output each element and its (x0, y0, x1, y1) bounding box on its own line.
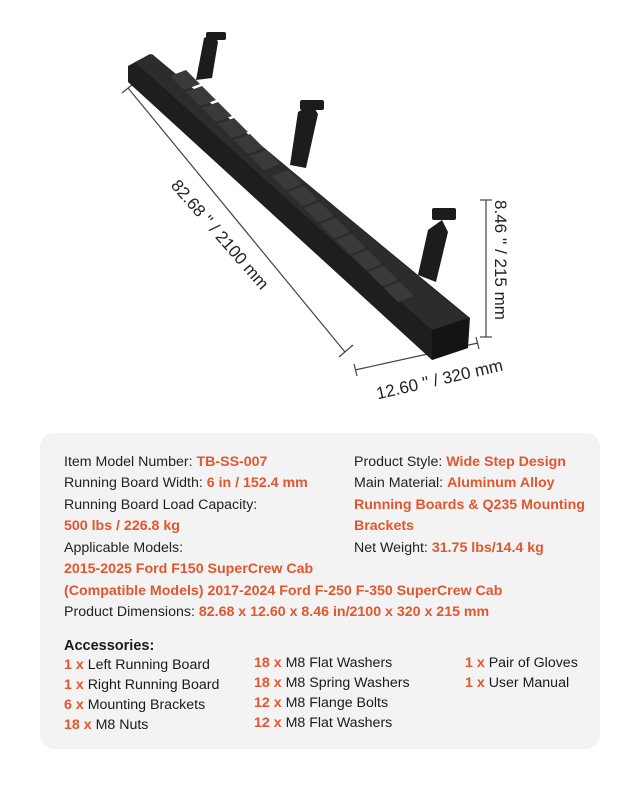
accessory-qty: 12 x (254, 715, 282, 731)
model-label: Item Model Number: (64, 454, 193, 470)
capacity-value: 500 lbs / 226.8 kg (64, 518, 180, 534)
accessories-title: Accessories: (64, 638, 155, 654)
accessory-name: M8 Flat Washers (285, 715, 393, 731)
accessory-qty: 18 x (254, 655, 282, 671)
style-label: Product Style: (354, 454, 443, 470)
accessory-item (64, 676, 219, 694)
material-label: Main Material: (354, 475, 444, 491)
accessory-name: Right Running Board (87, 677, 220, 693)
dimensions-value: 82.68 x 12.60 x 8.46 in/2100 x 320 x 215 mm (198, 604, 490, 620)
accessory-item (254, 694, 388, 712)
accessory-qty: 18 x (254, 675, 282, 691)
accessory-item (465, 674, 569, 692)
accessory-name: Left Running Board (87, 657, 210, 673)
accessory-item (64, 696, 205, 714)
models-label: Applicable Models: (64, 540, 184, 556)
width-row (64, 474, 308, 492)
model-row (64, 453, 267, 471)
accessory-item (254, 714, 392, 732)
weight-label: Net Weight: (354, 540, 428, 556)
material-row (354, 474, 555, 492)
running-board-body (128, 54, 470, 360)
models-value-line2: (Compatible Models) 2017-2024 Ford F-250 F-350 SuperCrew Cab (64, 583, 503, 599)
accessory-name: User Manual (488, 675, 570, 691)
accessory-item (64, 656, 210, 674)
accessory-qty: 18 x (64, 717, 92, 733)
model-value: TB-SS-007 (196, 454, 268, 470)
width-label: Running Board Width: (64, 475, 203, 491)
accessory-qty: 12 x (254, 695, 282, 711)
dimensions-row (64, 603, 489, 621)
accessory-qty: 1 x (465, 675, 485, 691)
style-row (354, 453, 566, 471)
accessory-name: M8 Spring Washers (285, 675, 410, 691)
accessory-name: Pair of Gloves (488, 655, 578, 671)
style-value: Wide Step Design (446, 454, 566, 470)
material-value-line2: Running Boards & Q235 Mounting (354, 497, 585, 513)
accessory-item (254, 654, 392, 672)
accessory-item (64, 716, 148, 734)
weight-row (354, 539, 544, 557)
width-dimension: 12.60 '' / 320 mm (374, 355, 505, 404)
accessory-name: Mounting Brackets (87, 697, 206, 713)
accessory-name: M8 Flange Bolts (285, 695, 389, 711)
accessory-name: M8 Flat Washers (285, 655, 393, 671)
width-value: 6 in / 152.4 mm (206, 475, 308, 491)
dimensions-label: Product Dimensions: (64, 604, 195, 620)
accessory-qty: 1 x (465, 655, 485, 671)
material-value-line3: Brackets (354, 518, 414, 534)
material-value: Aluminum Alloy (447, 475, 555, 491)
spec-card (40, 433, 600, 749)
accessory-item (465, 654, 578, 672)
capacity-label (64, 496, 257, 514)
capacity-label-text: Running Board Load Capacity: (64, 497, 258, 513)
accessory-qty: 6 x (64, 697, 84, 713)
length-dimension: 82.68 '' / 2100 mm (167, 176, 273, 294)
accessory-qty: 1 x (64, 657, 84, 673)
accessory-name: M8 Nuts (95, 717, 149, 733)
weight-value: 31.75 lbs/14.4 kg (431, 540, 544, 556)
models-value-line1: 2015-2025 Ford F150 SuperCrew Cab (64, 561, 314, 577)
height-dimension: 8.46 '' / 215 mm (490, 200, 510, 320)
accessory-item (254, 674, 410, 692)
accessory-qty: 1 x (64, 677, 84, 693)
